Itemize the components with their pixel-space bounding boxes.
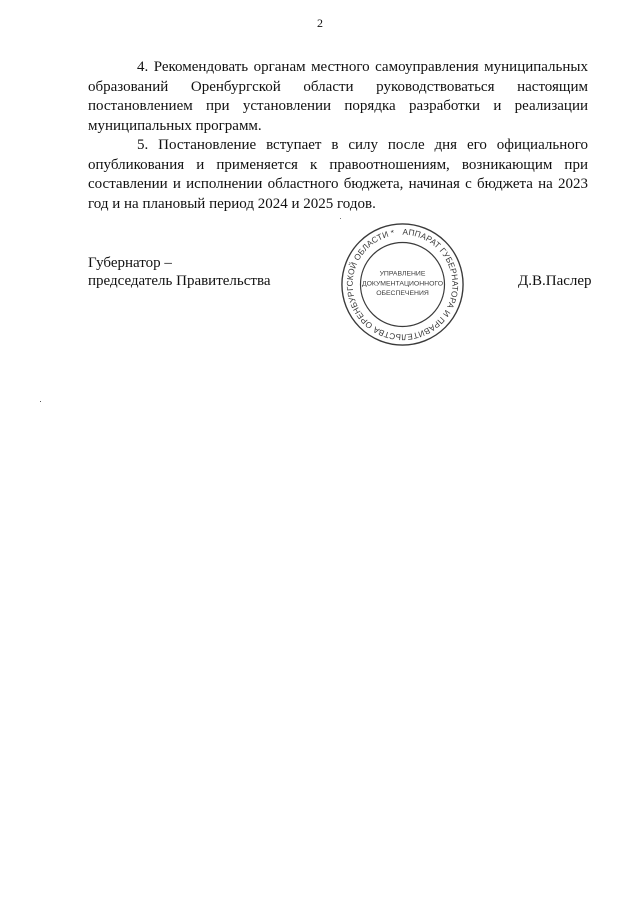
scan-speck bbox=[40, 401, 41, 402]
paragraph-4: 4. Рекомендовать органам местного самоуправления муниципальных образований Оренбургской области руководствоваться настоящим постановлением при установлении порядка разработки и реализации муниципальных программ. bbox=[88, 59, 588, 134]
signatory-title-line-2: председатель Правительства bbox=[88, 273, 271, 289]
signatory-title bbox=[88, 254, 271, 290]
paragraph-5: 5. Постановление вступает в силу после дня его официального опубликования и применяется к правоотношениям, возникающим при составлении и исполнении областного бюджета, начиная с бюджета на 2023 год и на плановый период 2024 и 2025 годов. bbox=[88, 137, 588, 212]
document-body bbox=[88, 58, 588, 214]
signatory-name: Д.В.Паслер bbox=[518, 273, 592, 289]
seal-center-line-2: ДОКУМЕНТАЦИОННОГО bbox=[361, 280, 444, 288]
signatory-title-line-1: Губернатор – bbox=[88, 255, 172, 271]
scan-speck bbox=[340, 218, 341, 219]
seal-ring-text: АППАРАТ ГУБЕРНАТОРА И ПРАВИТЕЛЬСТВА ОРЕНБУРГСКОЙ ОБЛАСТИ * bbox=[344, 226, 461, 343]
seal-center-line-1: УПРАВЛЕНИЕ bbox=[379, 270, 426, 278]
seal-center-line-3: ОБЕСПЕЧЕНИЯ bbox=[376, 290, 429, 298]
official-seal bbox=[339, 221, 466, 348]
page-number: 2 bbox=[317, 16, 323, 30]
